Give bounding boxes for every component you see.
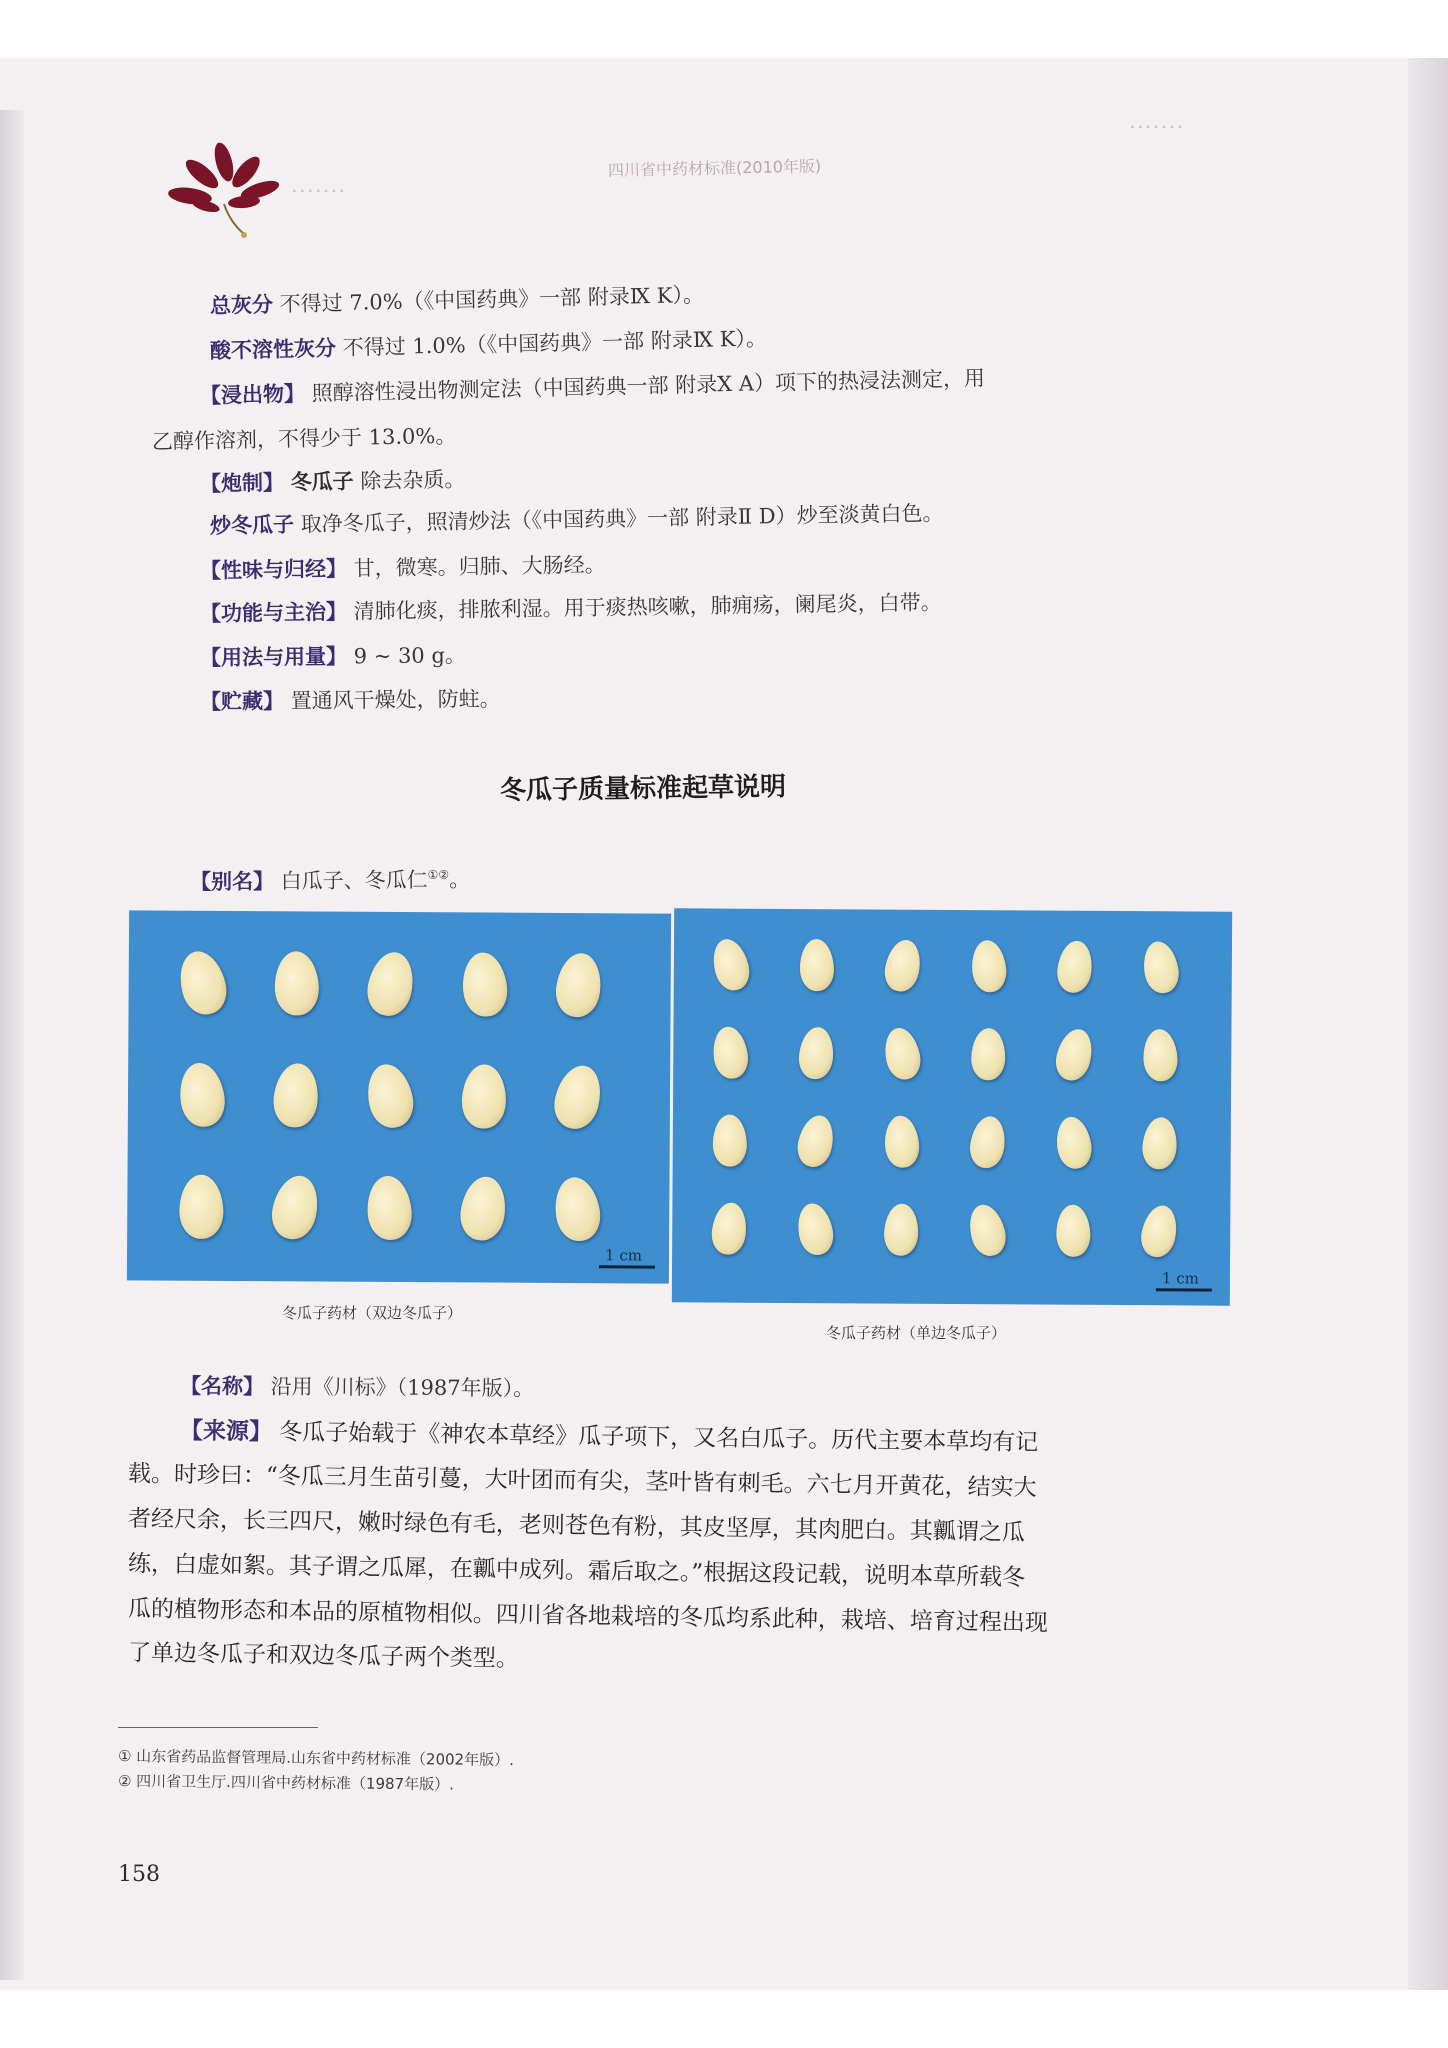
line-label: 【性味与归经】: [199, 556, 348, 583]
fried-seed-line: [210, 497, 944, 540]
seed: [173, 946, 232, 1019]
name-line: [180, 1370, 534, 1402]
source-line-5: 瓜的植物形态和本品的原植物相似。四川省各地栽培的冬瓜均系此种，栽培、培育过程出现: [127, 1596, 1049, 1637]
line-end: 。: [449, 867, 471, 892]
section-title: 冬瓜子质量标准起草说明: [499, 772, 787, 806]
seed: [363, 948, 419, 1019]
scale-label: 1 cm: [1161, 1269, 1199, 1288]
extract-line-cont: [152, 420, 457, 456]
seed: [553, 951, 605, 1020]
page-number: 158: [118, 1862, 160, 1887]
function-line: [200, 586, 942, 628]
seed: [1056, 1204, 1091, 1257]
line-text: 除去杂质。: [360, 467, 466, 494]
seed: [1140, 939, 1182, 996]
seed: [1051, 1025, 1097, 1084]
source-line-2: 载。时珍曰：“冬瓜三月生苗引蔓，大叶团而有尖，茎叶皆有刺毛。六七月开黄花，结实大: [127, 1461, 1037, 1502]
seed: [179, 1175, 224, 1239]
seed: [271, 1061, 321, 1129]
line-text: 乙醇作溶剂，不得少于 13.0%。: [151, 423, 457, 454]
total-ash-line: [210, 279, 705, 320]
line-text: 照醇溶性浸出物测定法（中国药典一部 附录Ⅹ A）项下的热浸法测定，用: [311, 366, 986, 406]
footnote-rule: [118, 1727, 318, 1728]
line-label: 炒冬瓜子: [209, 512, 295, 538]
seed: [362, 1060, 418, 1132]
storage-line: [200, 683, 501, 716]
seed: [794, 1112, 838, 1170]
footnote-1: ① 山东省药品监督管理局.山东省中药材标准（2002年版）.: [117, 1747, 515, 1770]
left-photo-caption: 冬瓜子药材（双边冬瓜子）: [282, 1304, 463, 1322]
seed: [799, 939, 834, 992]
line-label: 【炮制】: [199, 470, 285, 496]
line-label: 酸不溶性灰分: [209, 336, 337, 363]
line-text: 甘，微寒。归肺、大肠经。: [353, 552, 606, 581]
line-text: 清肺化痰，排脓利湿。用于痰热咳嗽，肺痈疡，阑尾炎，白带。: [353, 590, 942, 624]
alias-line: [190, 864, 470, 896]
seed: [549, 1061, 607, 1134]
processing-line: [200, 463, 466, 498]
seed: [460, 951, 510, 1019]
line-label: 【来源】: [179, 1418, 273, 1446]
seed: [964, 1201, 1010, 1260]
seed: [709, 1201, 749, 1256]
dosage-line: [200, 639, 466, 672]
seed: [1055, 939, 1095, 995]
line-text: 冬瓜子始载于《神农本草经》瓜子项下，又名白瓜子。历代主要本草均有记: [279, 1419, 1039, 1456]
scale-label: 1 cm: [604, 1246, 643, 1265]
seed: [267, 1171, 324, 1243]
seed: [794, 1200, 837, 1257]
seed: [176, 1060, 228, 1129]
line-label: 【功能与主治】: [199, 599, 348, 626]
seed: [708, 935, 754, 994]
footnote-2: ② 四川省卫生厅.四川省中药材标准（1987年版）.: [117, 1772, 455, 1794]
line-label: 【用法与用量】: [199, 644, 348, 670]
line-label: 【浸出物】: [199, 381, 306, 408]
scale-bar: [599, 1265, 655, 1268]
seed: [365, 1174, 414, 1241]
line-bold: 冬瓜子: [290, 469, 354, 495]
line-text: 置通风干燥处，防蛀。: [290, 686, 501, 714]
footnote-ref: ①②: [427, 867, 450, 882]
extract-line: [200, 362, 986, 410]
line-text: 9 ~ 30 g。: [353, 643, 466, 669]
seed: [1142, 1029, 1178, 1083]
source-line-3: 者经尺余，长三四尺，嫩时绿色有毛，老则苍色有粉，其皮坚厚，其肉肥白。其瓤谓之瓜: [127, 1506, 1026, 1547]
source-line-4: 练，白虚如絮。其子谓之瓜犀，在瓤中成列。霜后取之。”根据这段记载，说明本草所载冬: [127, 1551, 1026, 1592]
seed: [883, 1203, 919, 1256]
seed: [883, 1114, 921, 1169]
seed: [880, 1025, 924, 1083]
line-label: 总灰分: [209, 292, 274, 318]
line-text: 不得过 7.0%（《中国药典》一部 附录Ⅸ K）。: [279, 282, 705, 317]
right-photo-caption: 冬瓜子药材（单边冬瓜子）: [826, 1324, 1007, 1342]
seed-photo-single-edge: [672, 908, 1232, 1305]
line-text: 沿用《川标》（1987年版）。: [270, 1374, 535, 1401]
seed: [797, 1026, 836, 1081]
source-line-6: 了单边冬瓜子和双边冬瓜子两个类型。: [127, 1640, 520, 1673]
seed: [1137, 1202, 1181, 1260]
seed: [274, 951, 320, 1016]
header-dots-left: ∙∙∙∙∙∙∙: [292, 186, 348, 197]
seed: [881, 937, 925, 995]
header-dots-right: ∙∙∙∙∙∙∙: [1130, 122, 1186, 133]
line-text: 白瓜子、冬瓜仁: [280, 867, 428, 894]
nature-line: [200, 549, 606, 585]
line-text: 不得过 1.0%（《中国药典》一部 附录Ⅸ K）。: [342, 326, 768, 360]
seed-photo-double-edge: [127, 910, 671, 1283]
seed: [457, 1174, 510, 1244]
seed: [971, 1028, 1006, 1081]
seed: [969, 939, 1008, 994]
seed: [710, 1025, 751, 1081]
seed: [461, 1064, 506, 1129]
seed: [551, 1174, 604, 1244]
acid-insoluble-ash-line: [210, 322, 768, 365]
running-header-title: 四川省中药材标准(2010年版): [607, 156, 822, 180]
line-label: 【名称】: [179, 1374, 265, 1399]
line-label: 【贮藏】: [199, 689, 285, 714]
line-text: 取净冬瓜子，照清炒法（《中国药典》一部 附录Ⅱ D）炒至淡黄白色。: [300, 501, 944, 537]
seed: [712, 1114, 747, 1166]
seed: [1053, 1114, 1094, 1171]
scale-bar: [1156, 1288, 1212, 1291]
seed: [1141, 1116, 1179, 1170]
seed: [967, 1114, 1008, 1170]
line-label: 【别名】: [189, 869, 275, 894]
source-line-1: [180, 1412, 1039, 1457]
